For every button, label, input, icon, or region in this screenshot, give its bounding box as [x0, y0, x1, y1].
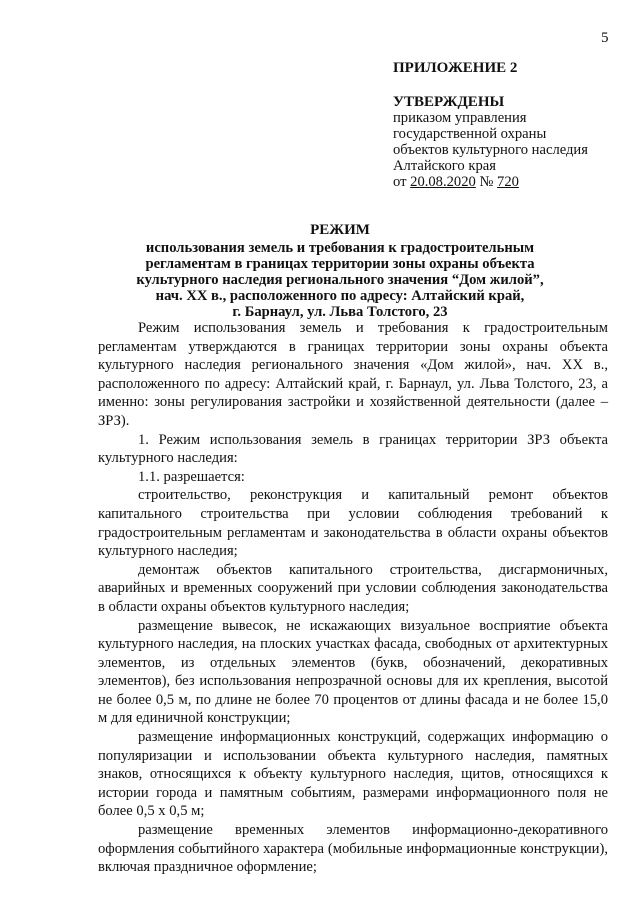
document-body [98, 319, 608, 877]
number-prefix: № [475, 174, 498, 190]
paragraph-section-1-1: 1.1. разрешается: [138, 468, 245, 485]
date-prefix: от [393, 174, 411, 190]
order-line: объектов культурного наследия [393, 142, 588, 158]
order-line: Алтайского края [393, 158, 496, 174]
order-date: 20.08.2020 [410, 174, 476, 190]
page-number: 5 [601, 30, 609, 46]
order-date-line [393, 174, 633, 190]
paragraph-info-structures: размещение информационных конструкций, содержащих информацию о популяризации и использовании объекта культурного наследия, памятных знаков, относящихся к объекту культурного наследия, щитов, относящихся к истории города и памятным событиям, размерами информационного поля не более 0,5 х 0,5 м; [98, 729, 608, 820]
regime-subtitle-line: использования земель и требования к градостроительным [145, 240, 535, 256]
paragraph-signs: размещение вывесок, не искажающих визуальное восприятие объекта культурного наследия, на плоских участках фасада, свободных от архитектурных элементов, из отдельных элементов (букв, обозначений, декоративных элементов), без использования непрозрачной основы для их крепления, высотой не более 0,5 м, по длине не более 70 процентов от длины фасада и не более 15,0 м для единичной конструкции; [98, 617, 608, 727]
appendix-title: ПРИЛОЖЕНИЕ 2 [393, 60, 518, 76]
regime-subtitle-line: г. Барнаул, ул. Льва Толстого, 23 [232, 304, 448, 320]
paragraph-demolition: демонтаж объектов капитального строительства, дисгармоничных, аварийных и временных сооружений при условии соблюдения законодательства в области охраны объектов культурного наследия; [98, 561, 608, 615]
regime-subtitle-line: нач. XX в., расположенного по адресу: Алтайский край, [155, 288, 525, 304]
order-line: государственной охраны [393, 126, 547, 142]
paragraph-construction: строительство, реконструкция и капитальный ремонт объектов капитального строительства при условии соблюдения требований к градостроительным регламентам и законодательства в области охраны объектов культурного наследия; [98, 487, 608, 560]
regime-subtitle-line: культурного наследия регионального значения “Дом жилой”, [136, 272, 544, 288]
appendix-block [393, 60, 633, 190]
order-line: приказом управления [393, 110, 527, 126]
order-number: 720 [497, 174, 519, 190]
regime-title: РЕЖИМ [310, 222, 370, 238]
paragraph-temporary-decor: размещение временных элементов информационно-декоративного оформления событийного характера (мобильные информационные конструкции), включая праздничное оформление; [98, 822, 608, 876]
approved-heading: УТВЕРЖДЕНЫ [393, 94, 505, 110]
paragraph-section-1: 1. Режим использования земель в границах территории ЗРЗ объекта культурного наследия: [98, 431, 608, 467]
regime-heading [60, 222, 620, 320]
paragraph-intro: Режим использования земель и требования к градостроительным регламентам утверждаются в границах территории зоны охраны объекта культурного наследия регионального значения «Дом жилой», нач. XX в., расположенного по адресу: Алтайский край, г. Барнаул, ул. Льва Толстого, 23, а именно: зоны регулирования застройки и хозяйственной деятельности (далее – ЗРЗ). [98, 320, 608, 429]
regime-subtitle-line: регламентам в границах территории зоны охраны объекта [145, 256, 535, 272]
